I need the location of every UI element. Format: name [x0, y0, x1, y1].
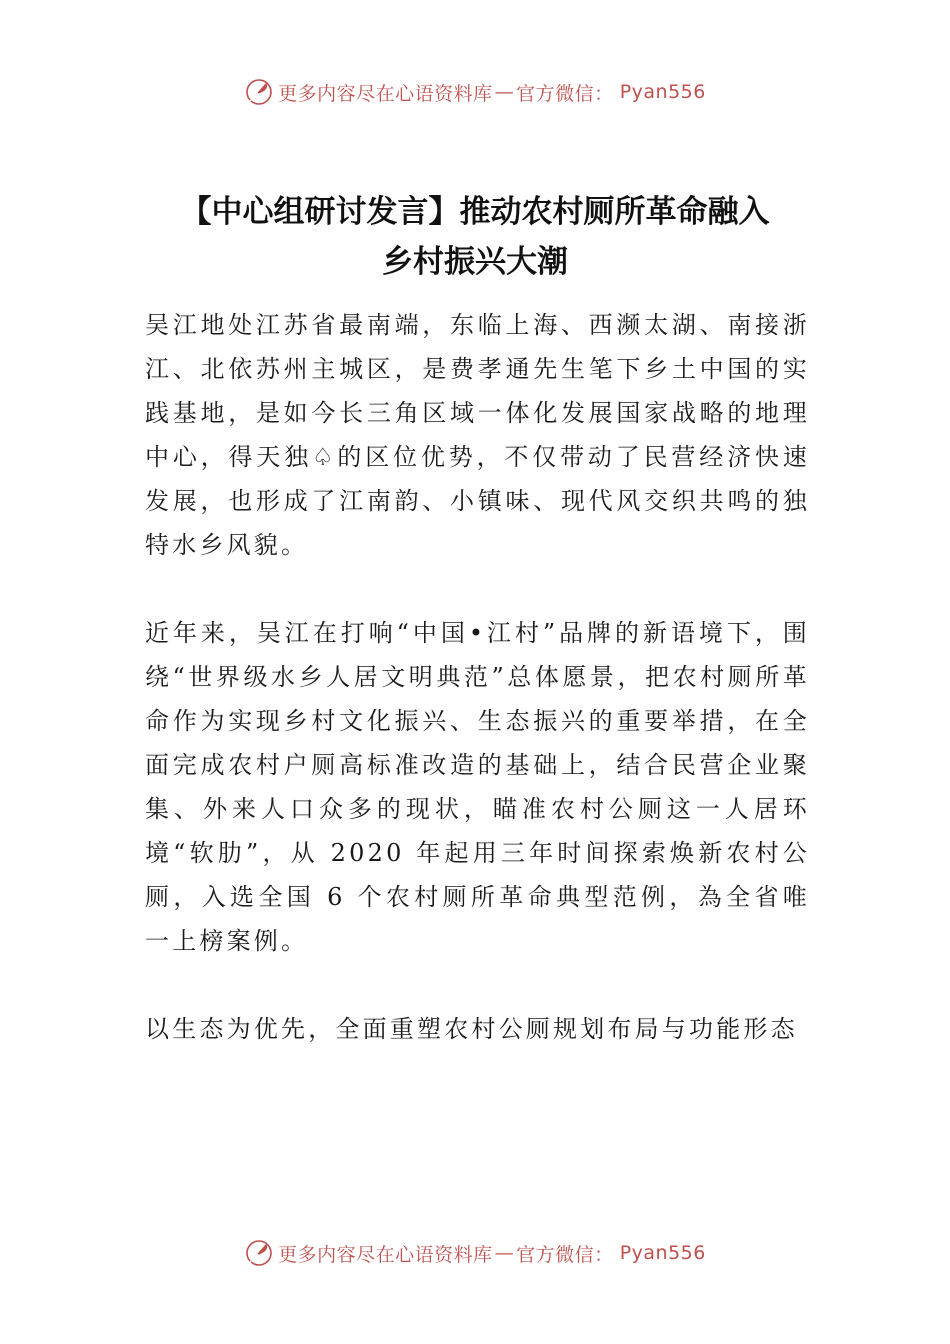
- watermark-wechat-label: 官方微信：: [516, 82, 614, 105]
- paragraph-1: 吴江地处江苏省最南端，东临上海、西濒太湖、南接浙江、北依苏州主城区，是费孝通先生笔下乡土中国的实践基地，是如今长三角区域一体化发展国家战略的地理中心，得天独♤的区位优势，不仅带动了民营经济快速发展，也形成了江南韵、小镇味、现代风交织共鸣的独特水乡风貌。: [145, 311, 810, 559]
- paragraph-2: 近年来，吴江在打响“中国•江村”品牌的新语境下，围绕“世界级水乡人居文明典范”总体愿景，把农村厕所革命作为实现乡村文化振兴、生态振兴的重要举措，在全面完成农村户厕高标准改造的基础上，结合民营企业聚集、外来人口众多的现状，瞄准农村公厕这一人居环境“软肋”，从 2020 年起用三年时间探索焕新农村公厕，入选全国 6 个农村厕所革命典型范例，為全省唯一上榜案例。: [145, 619, 810, 955]
- paragraph-3: 以生态为优先，全面重塑农村公厕规划布局与功能形态: [145, 1015, 798, 1043]
- title-line-1: 【中心组研讨发言】推动农村厕所革命融入: [180, 193, 770, 230]
- document-body: [145, 303, 810, 1095]
- header-watermark: [0, 72, 950, 112]
- footer-watermark: [0, 1233, 950, 1273]
- quill-logo-icon: [244, 77, 274, 107]
- watermark-dash: —: [494, 1242, 515, 1264]
- title-line-2: 乡村振兴大潮: [382, 243, 568, 280]
- watermark-wechat-id: Pyan556: [619, 81, 706, 103]
- watermark-site: 更多内容尽在心语资料库: [278, 82, 493, 105]
- quill-logo-icon: [244, 1238, 274, 1268]
- document-title: [100, 187, 850, 287]
- watermark-wechat-label: 官方微信：: [516, 1243, 614, 1266]
- watermark-wechat-id: Pyan556: [619, 1242, 706, 1264]
- watermark-dash: —: [494, 81, 515, 103]
- watermark-site: 更多内容尽在心语资料库: [278, 1243, 493, 1266]
